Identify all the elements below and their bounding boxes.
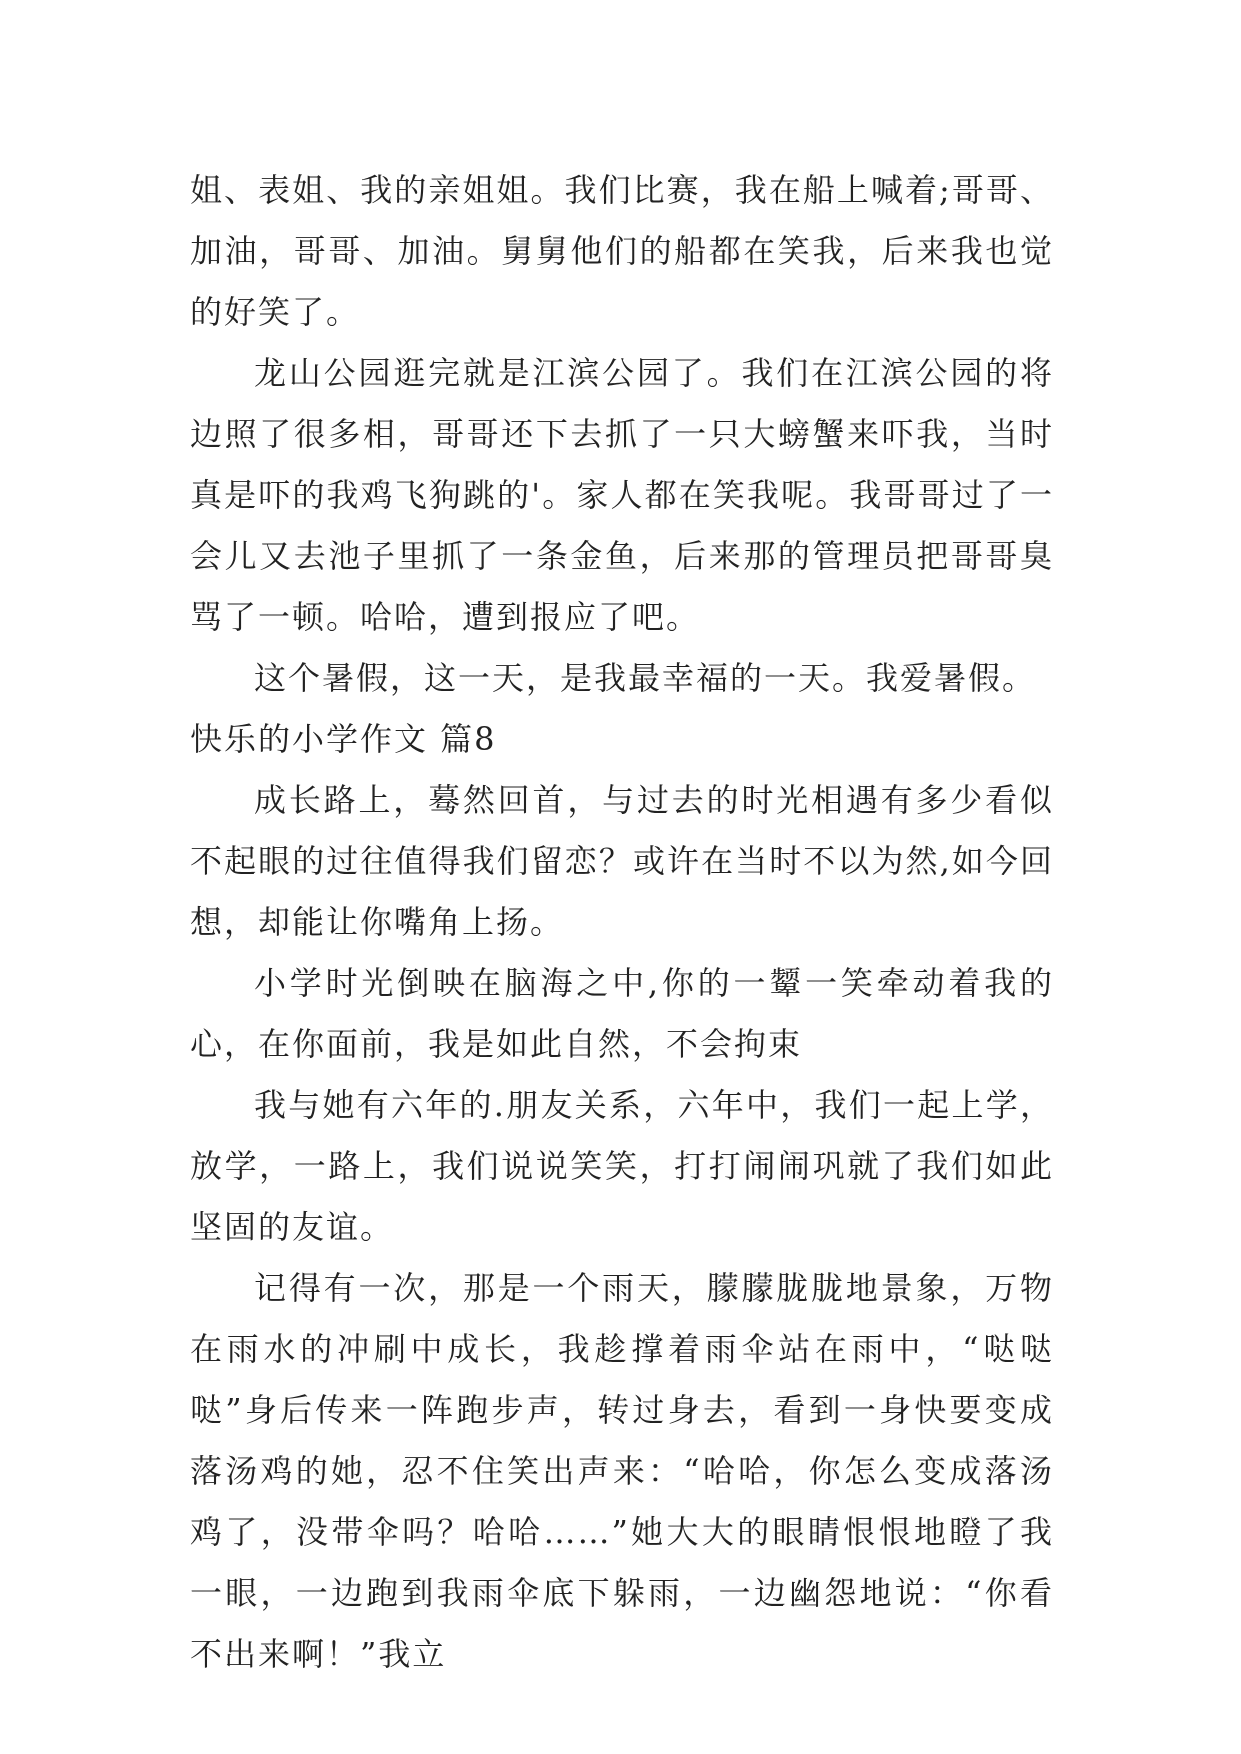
- paragraph: 成长路上，蓦然回首，与过去的时光相遇有多少看似不起眼的过往值得我们留恋？或许在当时不以为然,如今回想，却能让你嘴角上扬。: [190, 781, 1054, 941]
- paragraph-continued: 姐、表姐、我的亲姐姐。我们比赛，我在船上喊着;哥哥、加油，哥哥、加油。舅舅他们的船都在笑我，后来我也觉的好笑了。: [190, 171, 1054, 331]
- paragraph: 龙山公园逛完就是江滨公园了。我们在江滨公园的将边照了很多相，哥哥还下去抓了一只大螃蟹来吓我，当时真是吓的我鸡飞狗跳的'。家人都在笑我呢。我哥哥过了一会儿又去池子里抓了一条金鱼，后来那的管理员把哥哥臭骂了一顿。哈哈，遭到报应了吧。: [190, 354, 1054, 636]
- paragraph: 小学时光倒映在脑海之中,你的一颦一笑牵动着我的心，在你面前，我是如此自然，不会拘束: [190, 964, 1054, 1063]
- paragraph: 这个暑假，这一天，是我最幸福的一天。我爱暑假。: [254, 659, 1037, 697]
- article-body: [190, 160, 1054, 1685]
- paragraph: 我与她有六年的.朋友关系，六年中，我们一起上学，放学，一路上，我们说说笑笑，打打闹闹巩就了我们如此坚固的友谊。: [190, 1086, 1054, 1246]
- paragraph: 记得有一次，那是一个雨天，朦朦胧胧地景象，万物在雨水的冲刷中成长，我趁撑着雨伞站在雨中，“哒哒哒”身后传来一阵跑步声，转过身去，看到一身快要变成落汤鸡的她，忍不住笑出声来：“哈哈，你怎么变成落汤鸡了，没带伞吗？哈哈……”她大大的眼睛恨恨地瞪了我一眼，一边跑到我雨伞底下躲雨，一边幽怨地说：“你看不出来啊！”我立: [190, 1269, 1054, 1673]
- section-heading: 快乐的小学作文 篇8: [190, 720, 497, 758]
